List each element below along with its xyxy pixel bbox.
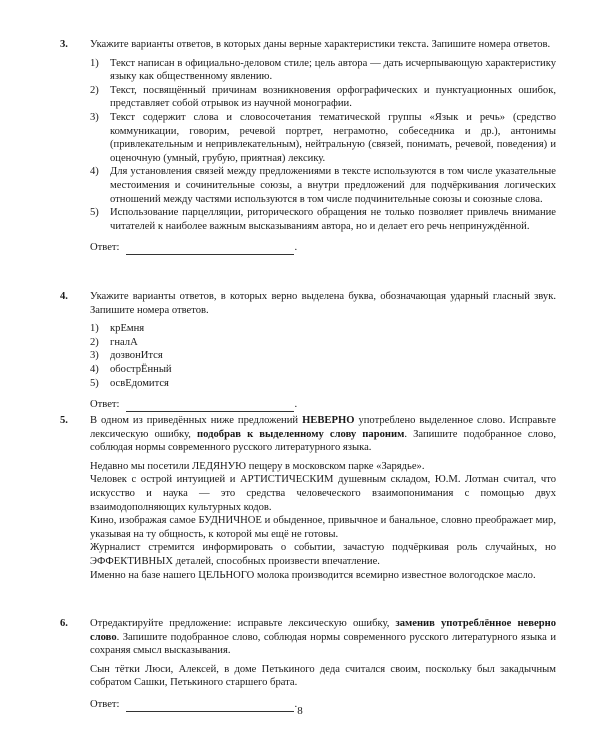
sentence: Именно на базе нашего ЦЕЛЬНОГО молока производится всемирно известное вологодское масло. <box>90 569 536 581</box>
answer-row: Ответ: . <box>90 399 298 411</box>
sentence: Недавно мы посетили ЛЕДЯНУЮ пещеру в московском парке «Зарядье». <box>90 460 425 472</box>
task-number: 5. <box>60 415 68 426</box>
answer-row: Ответ: . <box>90 242 298 254</box>
task-3 <box>60 38 556 255</box>
answer-option: 3) Текст содержит слова и словосочетания тематической группы «Язык и речь» (средство коммуникации, говорим, речевой портрет, неграмотно, собеседника и др.), антонимы (привлекательным и непривлекательным), нейтральную (связей, понимать, речевой, поведения) и оценочную (умный, грубую, приятная) лексику. <box>90 111 556 164</box>
page-number: 8 <box>297 705 303 717</box>
task-number: 3. <box>60 39 68 50</box>
answer-row: Ответ: . <box>90 698 298 710</box>
sentence: Кино, изображая самое БУДНИЧНОЕ и обыденное, привычное и банальное, словно преображает мир, указывая на ту общность, к которой мы ещё не готовы. <box>90 515 556 540</box>
task-5 <box>60 414 556 582</box>
answer-label: Ответ: <box>90 399 120 411</box>
answer-option: 4) Для установления связей между предложениями в тексте используются в том числе указательные местоимения и сочинительные союзы, а внутри предложений для подчёркивания логических отношений между частями используются в том числе подчинительные союзы и союзные слова. <box>90 166 556 205</box>
answer-option: 2) гналА <box>90 336 138 348</box>
task-prompt: Укажите варианты ответов, в которых даны верные характеристики текста. Запишите номера ответов. <box>90 39 551 50</box>
answer-option: 1) крЕмня <box>90 323 145 335</box>
task-6 <box>60 617 556 712</box>
answer-option: 5) Использование парцелляции, риторического обращения не только позволяет привлечь внимание читателей к наиболее важным высказываниям автора, но и делает его речь непринуждённой. <box>90 207 556 232</box>
task-prompt: Отредактируйте предложение: исправьте лексическую ошибку, заменив употреблённое неверно слово. Запишите подобранное слово, соблюдая нормы современного русского литературного языка и сохраняя смысл высказывания. <box>90 618 556 657</box>
answer-option: 2) Текст, посвящённый причинам возникновения орфографических и пунктуационных ошибок, представляет собой отрывок из научной монографии. <box>90 84 556 110</box>
answer-label: Ответ: <box>90 698 120 710</box>
answer-label: Ответ: <box>90 242 120 254</box>
sentence: Сын тётки Люси, Алексей, в доме Петькиного деда считался своим, поскольку был закадычным собратом Сашки, Петькиного старшего брата. <box>90 663 556 689</box>
task-number: 4. <box>60 291 68 302</box>
answer-option: 3) дозвонИтся <box>90 350 163 362</box>
task-prompt: В одном из приведённых ниже предложений НЕВЕРНО употреблено выделенное слово. Исправьте лексическую ошибку, подобрав к выделенному слову пароним. Запишите подобранное слово, соблюдая нормы современного русского литературного языка. <box>90 415 556 454</box>
sentence: Человек с острой интуицией и АРТИСТИЧЕСКИМ душевным складом, Ю.М. Лотман считал, что искусство и наука — это средства человеческого взаимопонимания с помощью двух взаимодополняющих культурных кодов. <box>90 474 556 513</box>
answer-option: 4) обострЁнный <box>90 363 172 375</box>
answer-input-line[interactable] <box>126 400 294 412</box>
answer-input-line[interactable] <box>126 243 294 255</box>
answer-option: 1) Текст написан в официально-деловом стиле; цель автора — дать исчерпывающую характеристику языку как общественному явлению. <box>90 57 556 83</box>
sentence: Журналист стремится информировать о событии, зачастую подчёркивая роль случайных, но ЭФФЕКТИВНЫХ деталей, способных произвести впечатление. <box>90 542 556 567</box>
answer-option: 5) освЕдомится <box>90 377 169 389</box>
task-number: 6. <box>60 618 68 629</box>
task-prompt: Укажите варианты ответов, в которых верно выделена буква, обозначающая ударный гласный звук. Запишите номера ответов. <box>90 291 556 316</box>
task-4 <box>60 290 556 412</box>
